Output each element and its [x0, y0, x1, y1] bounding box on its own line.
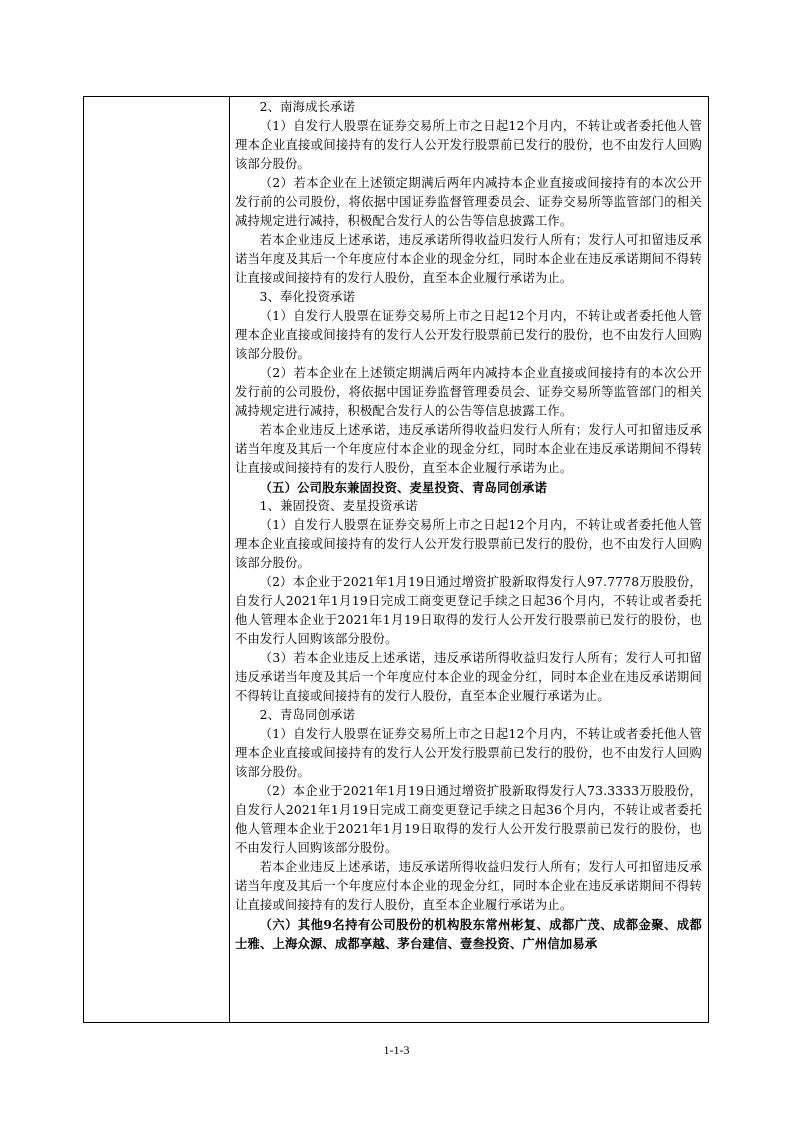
- paragraph: 2、南海成长承诺: [259, 100, 356, 114]
- table-left-column: [84, 97, 230, 1022]
- paragraph: 若本企业违反上述承诺，违反承诺所得收益归发行人所有；发行人可扣留违反承诺当年度及其后一个年度应付本企业的现金分红，同时本企业在违反承诺期间不得转让直接或间接持有的发行人股份，直至本企业履行承诺为止。: [235, 860, 702, 912]
- section-heading: （六）其他9名持有公司股份的机构股东常州彬复、成都广茂、成都金聚、成都士雅、上海众源、成都享越、茅台建信、壹叁投资、广州信加易承: [235, 917, 702, 951]
- paragraph: （2）若本企业在上述锁定期满后两年内减持本企业直接或间接持有的本次公开发行前的公司股份，将依据中国证券监督管理委员会、证券交易所等监管部门的相关减持规定进行减持，积极配合发行人的公告等信息披露工作。: [235, 366, 702, 418]
- paragraph: （1）自发行人股票在证券交易所上市之日起12个月内，不转让或者委托他人管理本企业直接或间接持有的发行人公开发行股票前已发行的股份，也不由发行人回购该部分股份。: [235, 119, 702, 171]
- paragraph: 若本企业违反上述承诺，违反承诺所得收益归发行人所有；发行人可扣留违反承诺当年度及其后一个年度应付本企业的现金分红，同时本企业在违反承诺期间不得转让直接或间接持有的发行人股份，直至本企业履行承诺为止。: [235, 233, 702, 285]
- paragraph: （1）自发行人股票在证券交易所上市之日起12个月内，不转让或者委托他人管理本企业直接或间接持有的发行人公开发行股票前已发行的股份，也不由发行人回购该部分股份。: [235, 727, 702, 779]
- paragraph: （2）本企业于2021年1月19日通过增资扩股新取得发行人73.3333万股股份，自发行人2021年1月19日完成工商变更登记手续之日起36个月内，不转让或者委托他人管理本企业于2021年1月19日取得的发行人公开发行股票前已发行的股份，也不由发行人回购该部分股份。: [235, 784, 702, 855]
- paragraph: 3、奉化投资承诺: [259, 290, 356, 304]
- paragraph: （1）自发行人股票在证券交易所上市之日起12个月内，不转让或者委托他人管理本企业直接或间接持有的发行人公开发行股票前已发行的股份，也不由发行人回购该部分股份。: [235, 309, 702, 361]
- table-content-column: [231, 97, 708, 1022]
- commitment-table: [83, 96, 709, 1023]
- paragraph: 1、兼固投资、麦星投资承诺: [259, 499, 418, 513]
- paragraph: 若本企业违反上述承诺，违反承诺所得收益归发行人所有；发行人可扣留违反承诺当年度及其后一个年度应付本企业的现金分红，同时本企业在违反承诺期间不得转让直接或间接持有的发行人股份，直至本企业履行承诺为止。: [235, 423, 702, 475]
- paragraph: 2、青岛同创承诺: [259, 708, 356, 722]
- paragraph: （3）若本企业违反上述承诺，违反承诺所得收益归发行人所有；发行人可扣留违反承诺当年度及其后一个年度应付本企业的现金分红，同时本企业在违反承诺期间不得转让直接或间接持有的发行人股份，直至本企业履行承诺为止。: [235, 651, 702, 703]
- paragraph: （1）自发行人股票在证券交易所上市之日起12个月内，不转让或者委托他人管理本企业直接或间接持有的发行人公开发行股票前已发行的股份，也不由发行人回购该部分股份。: [235, 518, 702, 570]
- page-number: 1-1-3: [383, 1043, 410, 1057]
- paragraph: （2）本企业于2021年1月19日通过增资扩股新取得发行人97.7778万股股份，自发行人2021年1月19日完成工商变更登记手续之日起36个月内，不转让或者委托他人管理本企业于2021年1月19日取得的发行人公开发行股票前已发行的股份，也不由发行人回购该部分股份。: [235, 575, 702, 646]
- paragraph: （2）若本企业在上述锁定期满后两年内减持本企业直接或间接持有的本次公开发行前的公司股份，将依据中国证券监督管理委员会、证券交易所等监管部门的相关减持规定进行减持，积极配合发行人的公告等信息披露工作。: [235, 176, 702, 228]
- section-heading: （五）公司股东兼固投资、麦星投资、青岛同创承诺: [259, 480, 548, 495]
